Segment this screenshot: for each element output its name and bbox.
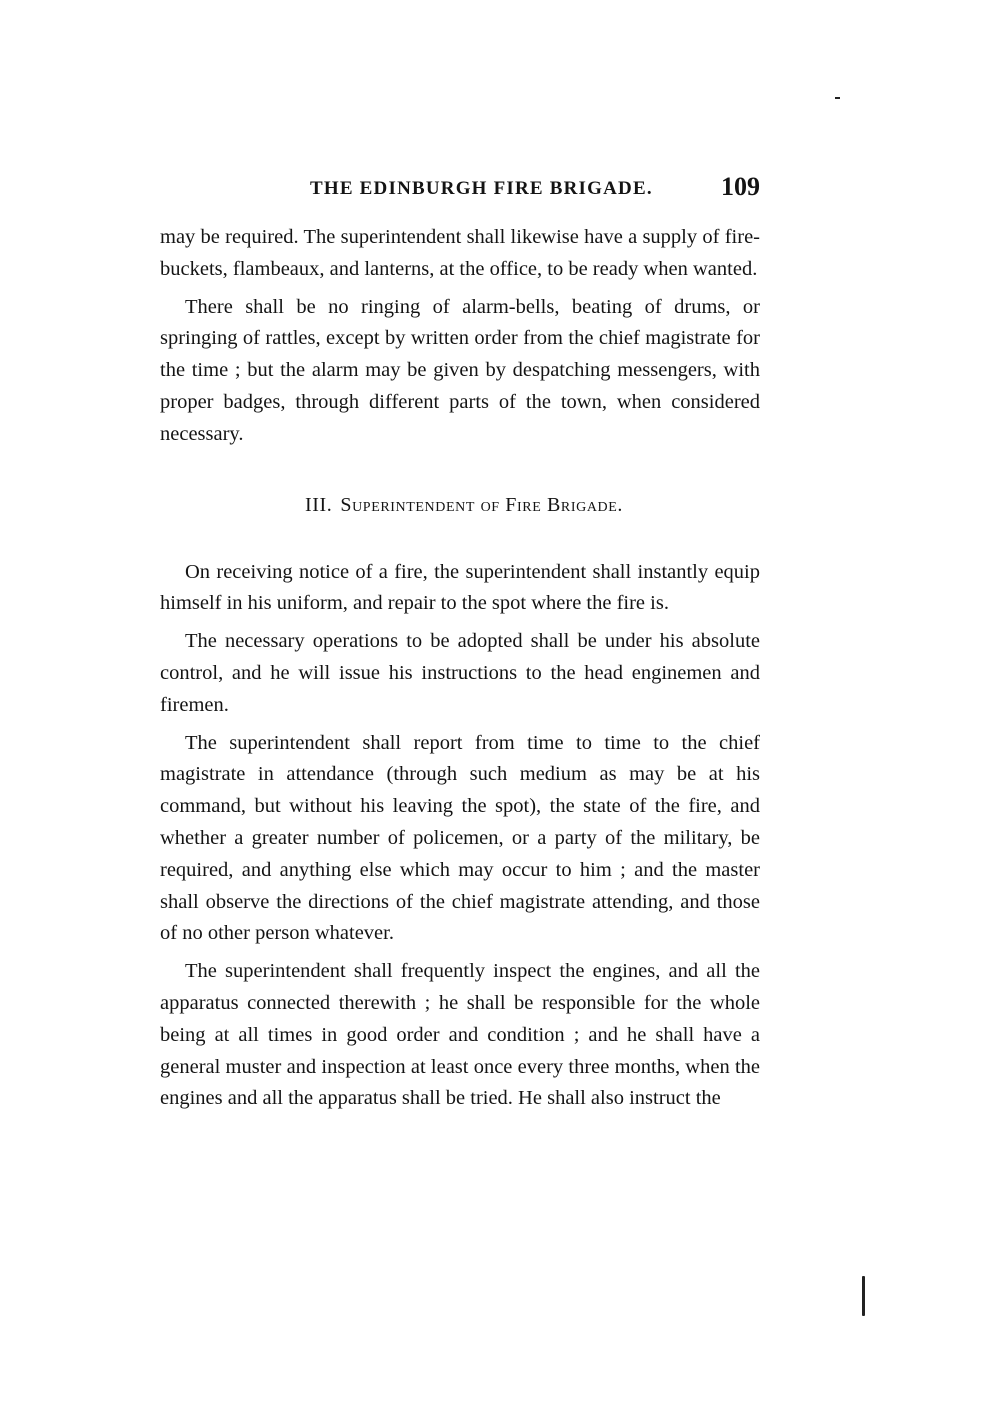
section-number: III. — [304, 493, 333, 516]
running-title: THE EDINBURGH FIRE BRIGADE. — [310, 178, 653, 199]
page-number: 109 — [721, 172, 760, 201]
paragraph: There shall be no ringing of alarm-bells, beating of drums, or springing of rattles, except by written order from the chief magistrate for the time ; but the alarm may be given by despatching messengers, with proper badges, through different parts of the town, when considered necessary. — [160, 295, 760, 445]
paragraph: The necessary operations to be adopted shall be under his absolute control, and he will issue his instructions to the head enginemen and firemen. — [160, 630, 760, 716]
scan-speck-top — [835, 97, 840, 99]
page-header — [160, 172, 760, 208]
paragraph: may be required. The superintendent shall likewise have a supply of fire-buckets, flambeaux, and lanterns, at the office, to be ready when wanted. — [160, 226, 760, 280]
section-title: Superintendent of Fire Brigade. — [340, 493, 623, 516]
scan-mark-bottom-right — [862, 1276, 865, 1316]
paragraph: The superintendent shall frequently inspect the engines, and all the apparatus connected therewith ; he shall be responsible for the whole being at all times in good order and condition ; and he shall have a general muster and inspection at least once every three months, when the engines and all the apparatus shall be tried. He shall also instruct the — [160, 960, 760, 1110]
body-text — [160, 222, 760, 1121]
paragraph: On receiving notice of a fire, the superintendent shall instantly equip himself in his uniform, and repair to the spot where the fire is. — [160, 560, 760, 615]
paragraph: The superintendent shall report from time to time to the chief magistrate in attendance (through such medium as may be at his command, but without his leaving the spot), the state of the fire, and whether a greater number of policemen, or a party of the military, be required, and anything else which may occur to him ; and the master shall observe the directions of the chief magistrate attending, and those of no other person whatever. — [160, 731, 760, 945]
section-heading — [160, 491, 760, 519]
